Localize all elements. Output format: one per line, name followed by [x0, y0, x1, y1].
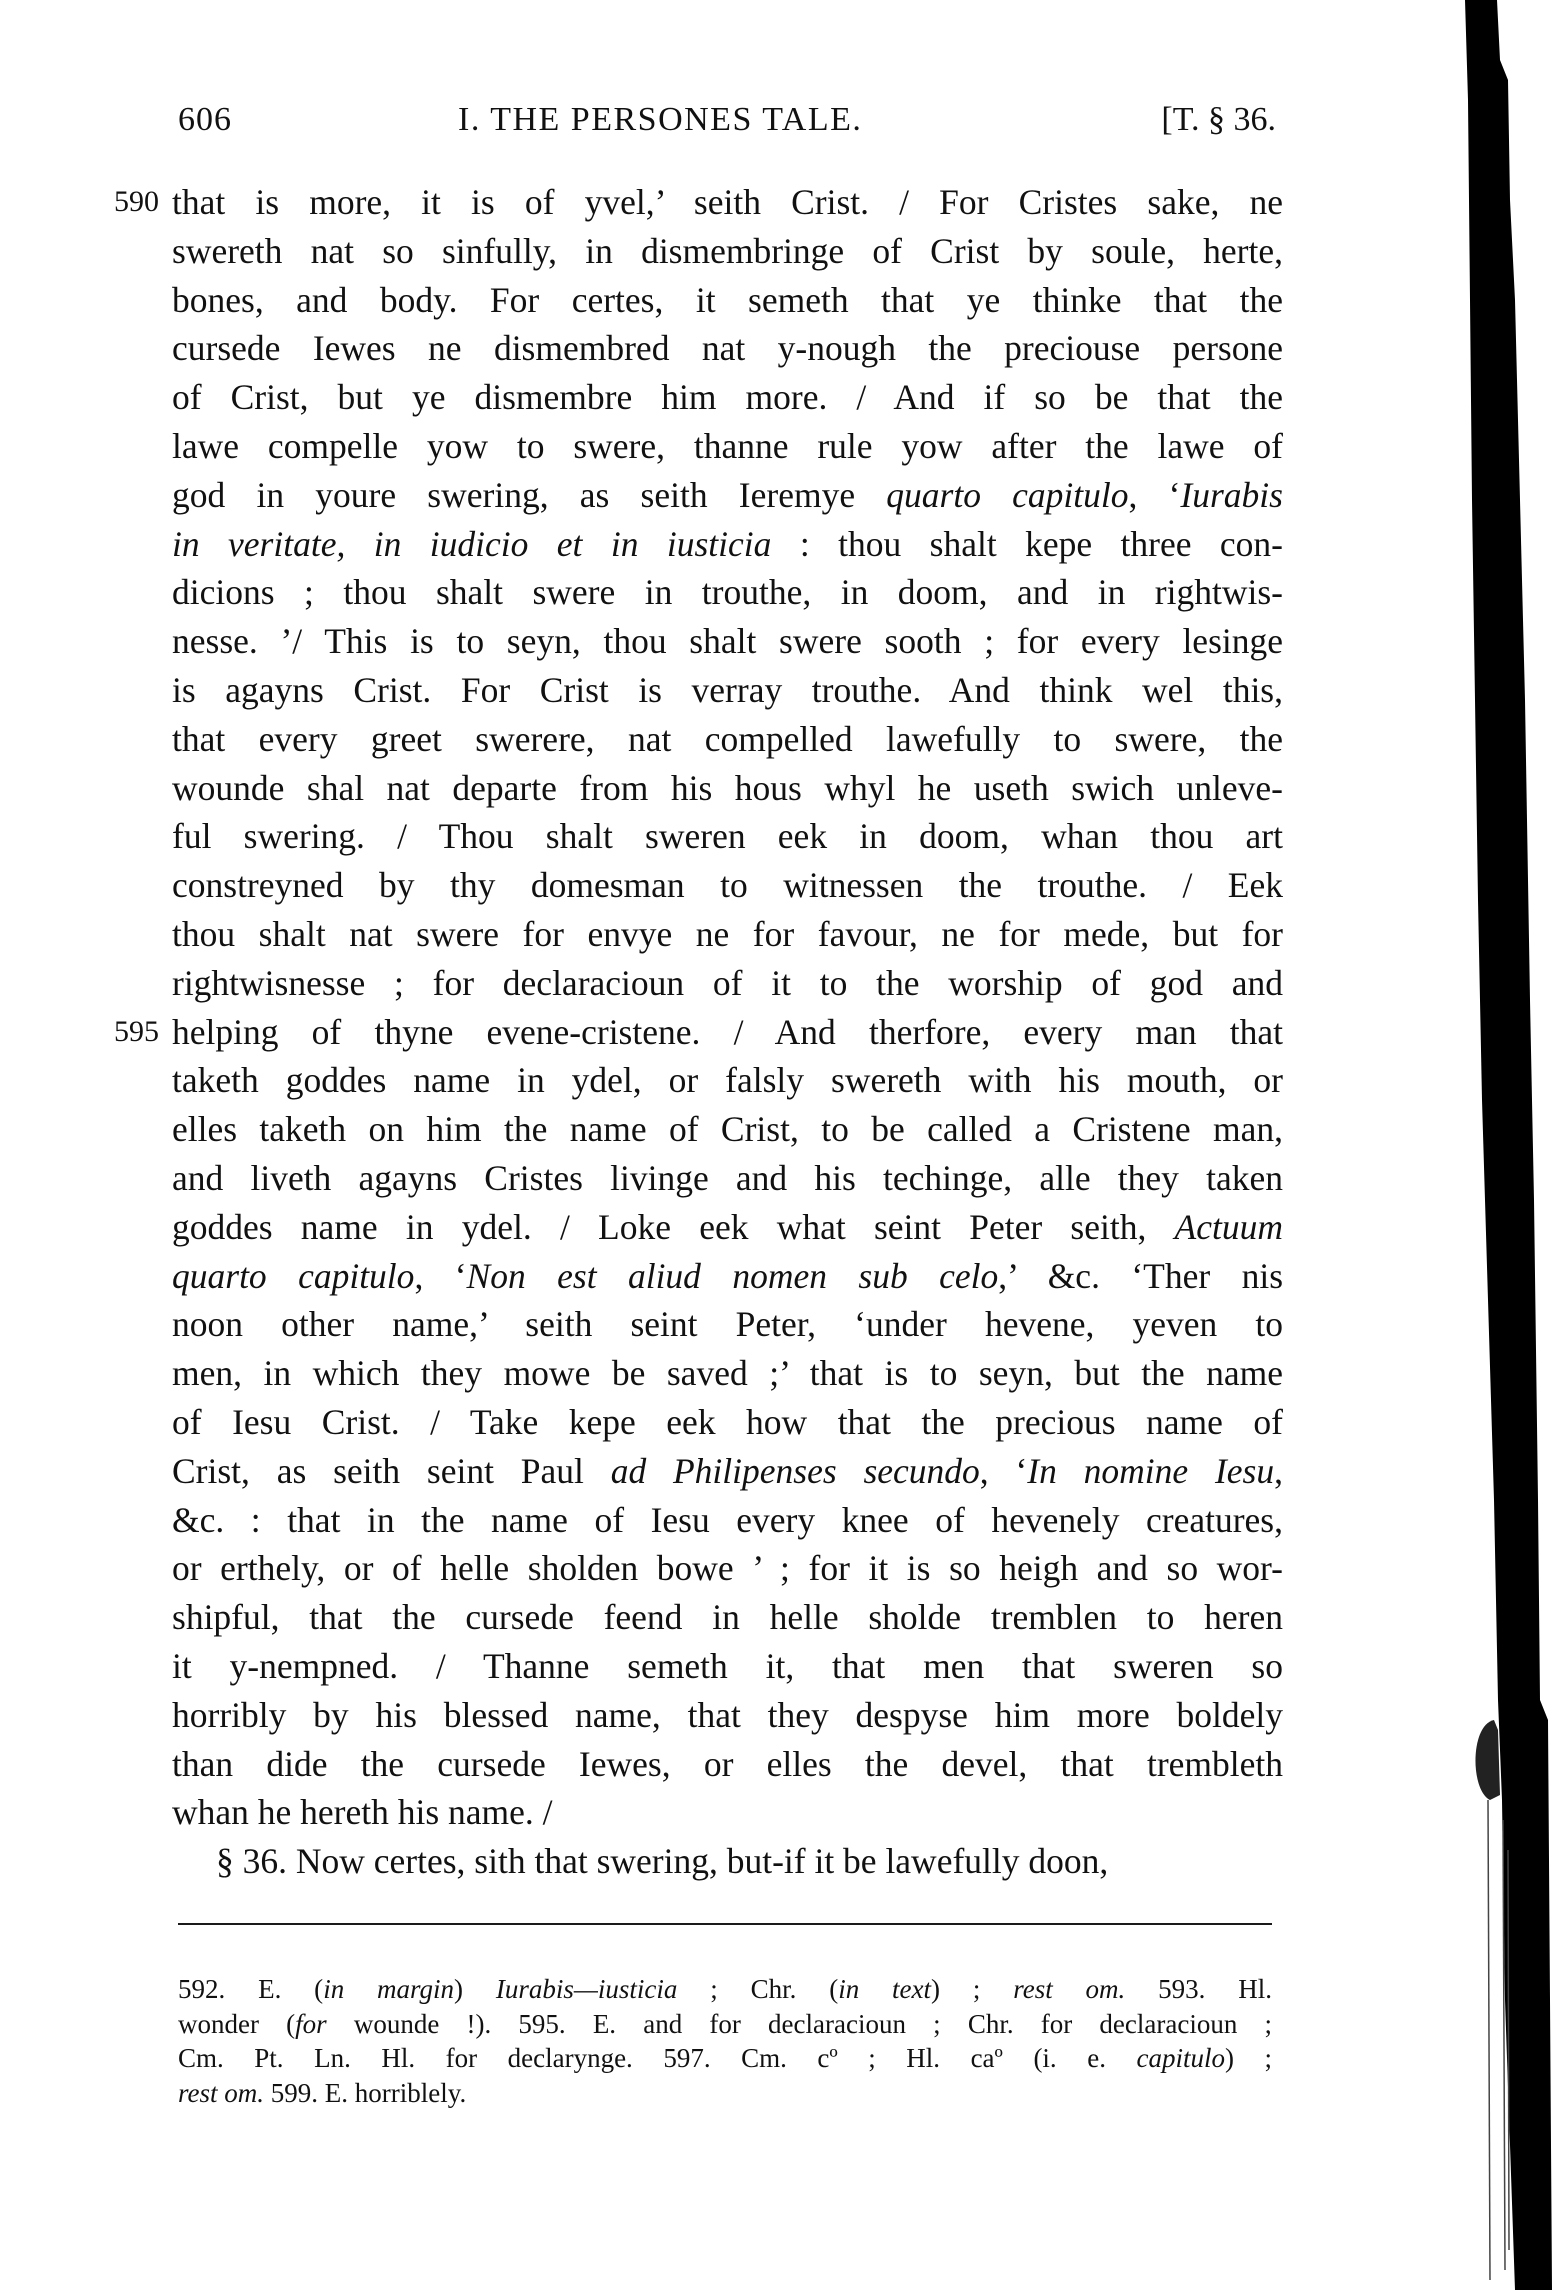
text-span: 599. E. horriblely. — [264, 2077, 467, 2108]
running-head — [178, 100, 1276, 140]
text-line — [172, 471, 1283, 520]
text-line — [172, 1544, 1283, 1593]
text-span: wounde shal nat departe from his hous whyl he useth swich unleve- — [172, 767, 1283, 808]
text-span: or erthely, or of helle sholden bowe ’ ; for it is so heigh and so wor- — [172, 1548, 1283, 1589]
italic-text: in margin — [323, 1974, 455, 2004]
footnote-line — [178, 2076, 1272, 2111]
line-number: 595 — [114, 1014, 159, 1048]
text-line — [172, 1447, 1283, 1496]
text-span: wounde !). 595. E. and for declaracioun ; Chr. for declaracioun ; — [326, 2008, 1272, 2039]
text-span: § 36. Now certes, sith that swering, but-if it be lawefully doon, — [216, 1841, 1109, 1882]
italic-text: quarto capitulo — [886, 474, 1129, 515]
section-reference: [T. § 36. — [1161, 101, 1276, 138]
text-line — [172, 373, 1283, 422]
text-line — [172, 227, 1283, 276]
italic-text: Actuum — [1174, 1206, 1283, 1247]
text-span: lawe compelle yow to swere, thanne rule yow after the lawe of — [172, 425, 1283, 466]
text-line — [172, 1642, 1283, 1691]
text-line — [114, 178, 1283, 227]
italic-text: Non est aliud nomen sub celo — [466, 1255, 999, 1296]
text-span: rightwisnesse ; for declaracioun of it to the worship of god and — [172, 962, 1283, 1003]
italic-text: in text — [838, 1974, 932, 2004]
text-line — [172, 715, 1283, 764]
text-span: elles taketh on him the name of Crist, to be called a Cristene man, — [172, 1109, 1283, 1150]
text-line — [172, 1788, 1283, 1837]
text-line — [172, 764, 1283, 813]
text-line — [172, 959, 1283, 1008]
text-span: ) ; — [1224, 2043, 1272, 2074]
text-line — [172, 1105, 1283, 1154]
text-line — [172, 568, 1283, 617]
text-span: nesse. ’/ This is to seyn, thou shalt swere sooth ; for every lesinge — [172, 621, 1283, 662]
text-line — [172, 1593, 1283, 1642]
text-line — [172, 1398, 1283, 1447]
text-line — [172, 1496, 1283, 1545]
text-span: noon other name,’ seith seint Peter, ‘under hevene, yeven to — [172, 1304, 1283, 1345]
text-span: thou shalt nat swere for envye ne for favour, ne for mede, but for — [172, 913, 1283, 954]
text-span: and liveth agayns Cristes livinge and his techinge, alle they taken — [172, 1157, 1283, 1198]
text-span: dicions ; thou shalt swere in trouthe, in doom, and in rightwis- — [172, 572, 1283, 613]
text-span: ful swering. / Thou shalt sweren eek in doom, whan thou art — [172, 816, 1283, 857]
text-line — [172, 1154, 1283, 1203]
text-span: , ‘ — [979, 1450, 1028, 1491]
text-span: of Iesu Crist. / Take kepe eek how that the precious name of — [172, 1401, 1283, 1442]
text-span: &c. : that in the name of Iesu every knee of hevenely creatures, — [172, 1499, 1283, 1540]
italic-text: Iurabis — [1180, 474, 1283, 515]
text-line — [172, 1056, 1283, 1105]
text-span: : thou shalt kepe three con- — [771, 523, 1283, 564]
text-span: ,’ &c. ‘Ther nis — [998, 1255, 1284, 1296]
text-span: Crist, as seith seint Paul — [172, 1450, 611, 1491]
text-span: men, in which they mowe be saved ;’ that is to seyn, but the name — [172, 1353, 1283, 1394]
text-span: wonder ( — [178, 2008, 296, 2039]
text-span: cursede Iewes ne dismembred nat y-nough the preciouse persone — [172, 328, 1283, 369]
running-title: I. THE PERSONES TALE. — [458, 101, 863, 138]
line-number: 590 — [114, 185, 159, 218]
main-text — [114, 178, 1284, 1886]
footnote-line — [178, 2041, 1272, 2076]
text-line — [172, 1300, 1283, 1349]
footnotes — [178, 1972, 1272, 2110]
text-line — [172, 1349, 1283, 1398]
text-line — [172, 1691, 1283, 1740]
text-span: shipful, that the cursede feend in helle sholde tremblen to heren — [172, 1597, 1283, 1638]
text-span: , — [1274, 1450, 1283, 1491]
text-span: constreyned by thy domesman to witnessen the trouthe. / Eek — [172, 865, 1283, 906]
text-span: 593. Hl. — [1125, 1974, 1273, 2004]
text-line — [172, 422, 1283, 471]
italic-text: capitulo — [1136, 2043, 1225, 2074]
text-line — [172, 617, 1283, 666]
text-span: , ‘ — [414, 1255, 467, 1296]
text-line — [172, 520, 1283, 569]
text-span: helping of thyne evene-cristene. / And therfore, every man that — [172, 1011, 1283, 1052]
italic-text: in veritate, in iudicio et in iusticia — [172, 523, 772, 564]
text-span: ) — [454, 1974, 496, 2004]
text-span: that is more, it is of yvel,’ seith Crist. / For Cristes sake, ne — [172, 182, 1283, 222]
text-span: ) ; — [931, 1974, 1014, 2004]
text-span: goddes name in ydel. / Loke eek what seint Peter seith, — [172, 1206, 1175, 1247]
italic-text: rest om. — [178, 2077, 264, 2108]
text-span: god in youre swering, as seith Ieremye — [172, 474, 887, 515]
text-span: than dide the cursede Iewes, or elles the devel, that trembleth — [172, 1743, 1283, 1784]
text-line — [172, 1740, 1283, 1789]
italic-text: quarto capitulo — [172, 1255, 415, 1296]
footnote-line — [178, 2007, 1272, 2042]
footnote-line — [178, 1972, 1272, 2007]
text-span: 592. E. ( — [178, 1974, 324, 2004]
text-line — [172, 276, 1283, 325]
text-line — [172, 666, 1283, 715]
text-line — [172, 910, 1283, 959]
page-number: 606 — [178, 101, 232, 138]
text-span: horribly by his blessed name, that they despyse him more boldely — [172, 1694, 1283, 1735]
text-span: taketh goddes name in ydel, or falsly swereth with his mouth, or — [172, 1060, 1283, 1101]
text-span: Cm. Pt. Ln. Hl. for declarynge. 597. Cm. cº ; Hl. caº (i. e. — [178, 2043, 1137, 2074]
text-line — [172, 1252, 1283, 1301]
text-span: bones, and body. For certes, it semeth that ye thinke that the — [172, 279, 1283, 320]
text-span: of Crist, but ye dismembre him more. / And if so be that the — [172, 377, 1283, 418]
footnote-divider — [178, 1923, 1272, 1925]
text-line — [114, 1008, 1283, 1057]
text-span: swereth nat so sinfully, in dismembringe of Crist by soule, herte, — [172, 230, 1283, 271]
text-line — [172, 324, 1283, 373]
text-span: , ‘ — [1128, 474, 1181, 515]
italic-text: rest om. — [1013, 1974, 1126, 2004]
italic-text: Iurabis—iusticia — [495, 1974, 678, 2004]
text-line — [172, 1837, 1283, 1886]
text-line — [172, 1203, 1283, 1252]
text-span: is agayns Crist. For Crist is verray trouthe. And think wel this, — [172, 669, 1283, 710]
italic-text: ad Philipenses secundo — [610, 1450, 980, 1491]
text-line — [172, 812, 1283, 861]
text-line — [172, 861, 1283, 910]
italic-text: for — [295, 2008, 327, 2039]
text-span: whan he hereth his name. / — [172, 1792, 553, 1833]
italic-text: In nomine Iesu — [1027, 1450, 1275, 1491]
text-span: ; Chr. ( — [677, 1974, 839, 2004]
text-span: that every greet swerere, nat compelled lawefully to swere, the — [172, 718, 1283, 759]
text-span: it y-nempned. / Thanne semeth it, that men that sweren so — [172, 1645, 1283, 1686]
